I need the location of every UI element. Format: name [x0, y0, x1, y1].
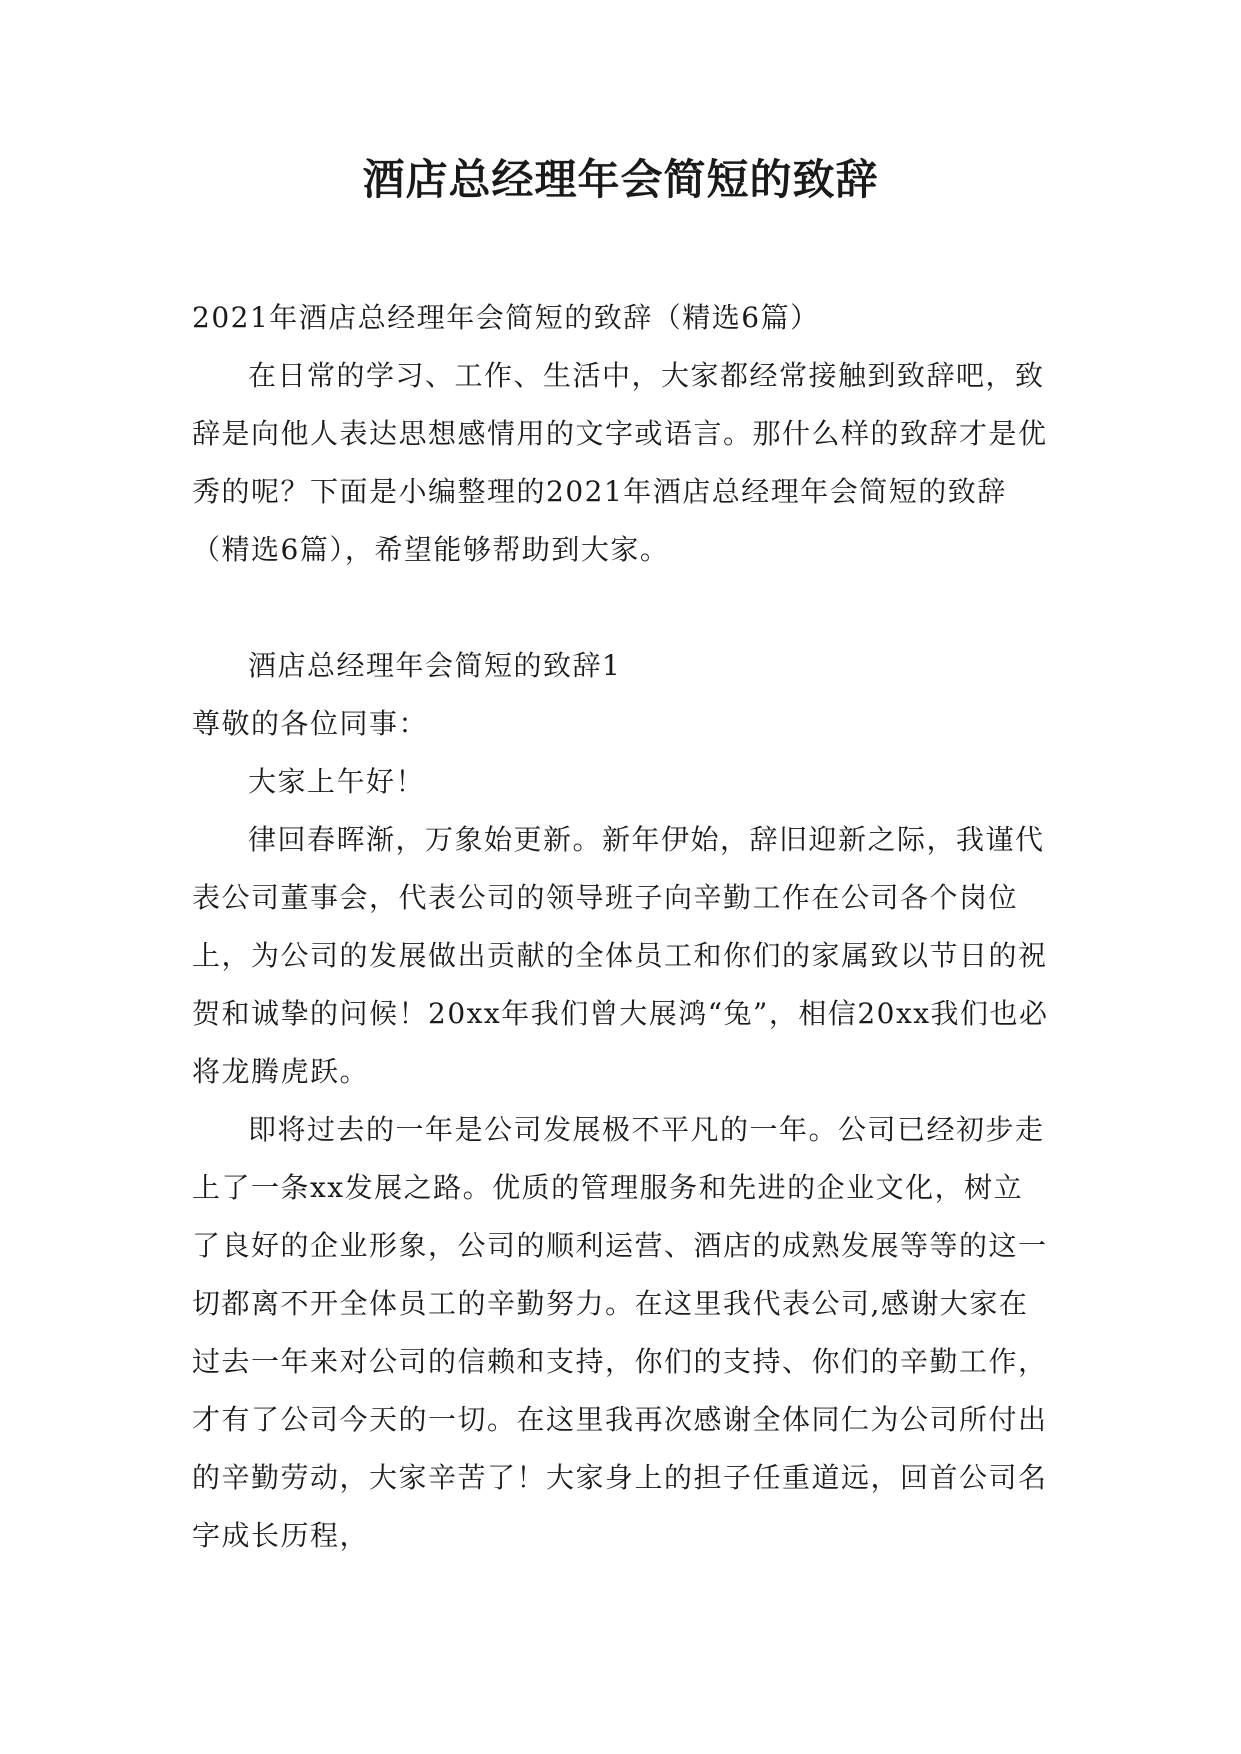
body-paragraph-1: 律回春晖渐，万象始更新。新年伊始，辞旧迎新之际，我谨代表公司董事会，代表公司的领导班子向辛勤工作在公司各个岗位上，为公司的发展做出贡献的全体员工和你们的家属致以节日的祝贺和诚挚的问候！20xx年我们曾大展鸿“兔”，相信20xx我们也必将龙腾虎跃。 [192, 823, 1049, 1088]
body-paragraph-2: 即将过去的一年是公司发展极不平凡的一年。公司已经初步走上了一条xx发展之路。优质的管理服务和先进的企业文化，树立了良好的企业形象，公司的顺利运营、酒店的成熟发展等等的这一切都离不开全体员工的辛勤努力。在这里我代表公司,感谢大家在过去一年来对公司的信赖和支持，你们的支持、你们的辛勤工作，才有了公司今天的一切。在这里我再次感谢全体同仁为公司所付出的辛勤劳动，大家辛苦了！大家身上的担子任重道远，回首公司名字成长历程， [192, 1113, 1048, 1552]
intro-paragraph: 在日常的学习、工作、生活中，大家都经常接触到致辞吧，致辞是向他人表达思想感情用的文字或语言。那什么样的致辞才是优秀的呢？下面是小编整理的2021年酒店总经理年会简短的致辞（精选6篇），希望能够帮助到大家。 [192, 359, 1048, 566]
document-subtitle: 2021年酒店总经理年会简短的致辞（精选6篇） [192, 301, 820, 334]
greeting: 大家上午好！ [248, 765, 426, 798]
document-title: 酒店总经理年会简短的致辞 [362, 155, 879, 204]
document-body [192, 289, 1052, 1565]
paragraph-spacer [192, 579, 1052, 637]
section-heading: 酒店总经理年会简短的致辞1 [248, 649, 622, 682]
salutation: 尊敬的各位同事： [192, 707, 429, 740]
